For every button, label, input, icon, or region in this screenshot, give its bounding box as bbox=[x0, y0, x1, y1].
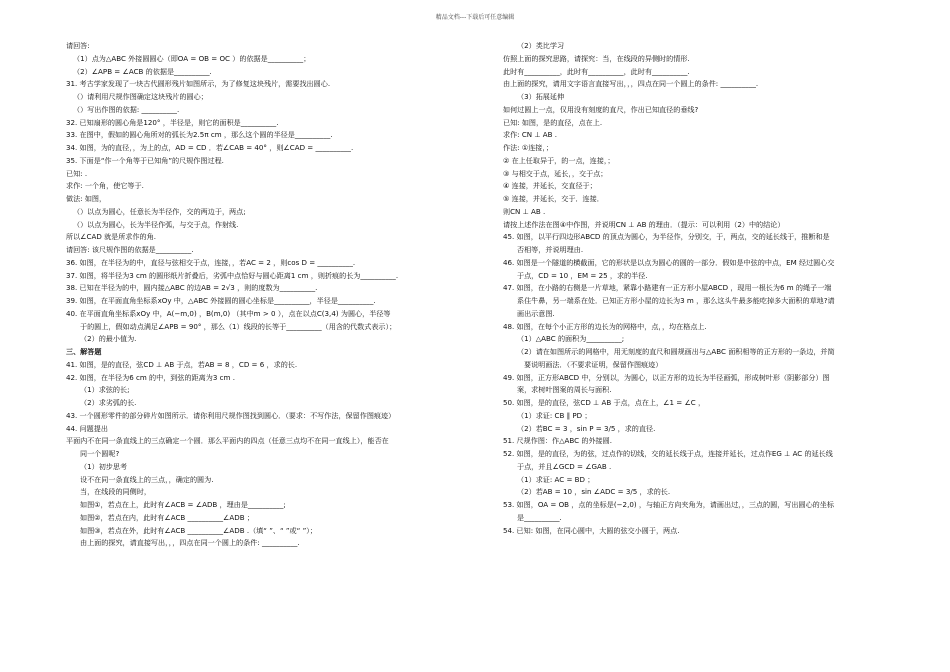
right-line: ③ 与相交于点，延长，，交于点； bbox=[503, 168, 608, 178]
left-line: （）写出作图的依据: __________. bbox=[73, 104, 180, 114]
left-line: 求作: 一个角，使它等于. bbox=[66, 181, 144, 191]
page-header: 精品文档---下载后可任意编辑 bbox=[435, 14, 515, 21]
right-line: 于点，CD = 10 ，EM = 25 ，求的半径. bbox=[517, 270, 648, 280]
left-line: 已知: . bbox=[66, 168, 88, 178]
right-line: 50. 如图，是的直径，弦CD ⊥ AB 于点，点在上，∠1 = ∠C ， bbox=[503, 398, 706, 407]
right-line: 47. 如图，在小路的右侧是一片草地，紧靠小路建有一正方形小屋ABCD ，现用一根长为6 m 的绳子一端 bbox=[503, 283, 832, 293]
right-line: （3）拓展延伸 bbox=[517, 92, 565, 101]
right-line: 仿照上面的探究思路，请探究：当，在线段的异侧时的情形. bbox=[503, 53, 690, 63]
left-line: （1）点为△ABC 外接圆圆心（即OA = OB = OC ）的依据是__________； bbox=[73, 53, 311, 63]
left-line: 34. 如图，为的直径，，为上的点，AD = CD ．若∠CAB = 40° ，则∠CAD = __________. bbox=[66, 143, 354, 152]
left-line: 做法: 如图， bbox=[66, 194, 107, 203]
right-line: 是__________. bbox=[517, 512, 562, 522]
right-line: 此时有__________，此时有__________，此时有__________. bbox=[503, 66, 690, 76]
left-column bbox=[66, 40, 484, 550]
left-line: 31. 考古学家发现了一块古代圆形残片如图所示，为了修复这块残片，需要找出圆心. bbox=[66, 79, 331, 89]
left-line: 如图③，若点在外，此时有∠ACB __________∠ADB .（填“ ”、“ ”或“ ”）； bbox=[80, 525, 317, 535]
right-line: （1）求证: CB ∥ PD ； bbox=[517, 410, 592, 420]
right-line: 49. 如图，正方形ABCD 中，分别以，为圆心，以正方形的边长为半径画弧，形成树叶形（阴影部分）图 bbox=[503, 372, 830, 382]
right-line: 由上面的探究，请用文字语言直接写出，，，四点在同一个圆上的条件: __________. bbox=[503, 79, 759, 89]
right-line: 52. 如图，是的直径，为的弦，过点作的切线，交的延长线于点，连接并延长，过点作EG ⊥ AC 的延长线 bbox=[503, 449, 833, 458]
right-line: 作法: ①连接，； bbox=[503, 143, 554, 152]
right-line: 求作: CN ⊥ AB . bbox=[503, 130, 558, 140]
left-line: （）以点为圆心，任意长为半径作，交的两边于，两点; bbox=[73, 206, 246, 216]
left-line: 请回答: 该尺规作图的依据是__________. bbox=[66, 245, 194, 254]
left-line: 三、解答题 bbox=[66, 347, 102, 356]
right-line: ② 在上任取异于，的一点，连接，； bbox=[503, 155, 615, 165]
right-line: （1）求证: AC = BD ； bbox=[517, 474, 595, 484]
right-line: 46. 如图是一个隧道的横截面，它的形状是以点为圆心的圆的一部分．假如是中弦的中点，EM 经过圆心交 bbox=[503, 257, 835, 267]
right-line: 要说明画法．（不要求证明，保留作图痕迹） bbox=[524, 359, 663, 369]
left-line: 35. 下面是“作一个角等于已知角”的尺规作图过程. bbox=[66, 155, 224, 165]
left-line: （1）初步思考 bbox=[80, 461, 128, 471]
right-line: ④ 连接，并延长，交直径于； bbox=[503, 181, 597, 191]
left-line: 平面内不在同一条直线上的三点确定一个圆．那么平面内的四点（任意三点均不在同一直线上），能否在 bbox=[66, 436, 389, 446]
left-line: （2）的最小值为. bbox=[80, 334, 137, 344]
left-line: 请回答: bbox=[66, 41, 90, 50]
right-line: 45. 如图，以平行四边形ABCD 的顶点为圆心，为半径作，分别交，于，两点，交的延长线于，推断和是 bbox=[503, 232, 830, 242]
left-line: 36. 如图，在半径为的中，直径与弦相交于点，连接，，若AC = 2 ，则cos D = __________. bbox=[66, 257, 356, 267]
left-line: 37. 如图，将半径为3 cm 的圆形纸片折叠后，劣弧中点恰好与圆心距离1 cm ，则折痕的长为__________. bbox=[66, 270, 399, 280]
left-line: 44. 问题提出 bbox=[66, 423, 108, 433]
right-line: （2）请在如图所示的网格中，用无刻度的直尺和圆规画出与△ABC 面积相等的正方形的一条边，并简 bbox=[517, 347, 835, 356]
left-line: 同一个圆呢? bbox=[80, 449, 120, 458]
left-line: 39. 如图，在平面直角坐标系xOy 中，△ABC 外接圆的圆心坐标是__________，半径是__________. bbox=[66, 296, 376, 305]
left-line: 33. 在图中，假如的圆心角所对的弧长为2.5π cm ，那么这个圆的半径是__________. bbox=[66, 130, 333, 140]
right-line: 请按上述作法在图④中作图，并说明CN ⊥ AB 的理由．（提示：可以利用（2）中的结论） bbox=[503, 219, 785, 229]
left-line: 如图②，若点在内，此时有∠ACB __________∠ADB ； bbox=[80, 512, 254, 522]
left-line: 设不在同一条直线上的三点，，确定的圆为. bbox=[80, 474, 214, 484]
left-line: 如图①，若点在上，此时有∠ACB = ∠ADB ，理由是__________; bbox=[80, 500, 286, 509]
left-line: 32. 已知扇形的圆心角是120° ，半径是，则它的面积是__________. bbox=[66, 117, 279, 127]
left-line: 于的圆上，假如动点满足∠APB = 90° ，那么（1）线段的长等于__________（用含的代数式表示）； bbox=[80, 321, 397, 331]
right-column bbox=[503, 40, 883, 537]
right-line: （1）△ABC 的面积为__________; bbox=[517, 334, 625, 344]
left-line: 所以∠CAD 就是所求作的角. bbox=[66, 232, 156, 242]
right-line: 已知: 如图，是的直径，点在上. bbox=[503, 117, 603, 127]
left-line: 由上面的探究，请直接写出，，，四点在同一个圆上的条件: __________. bbox=[80, 538, 300, 548]
left-line: （1）求弦的长; bbox=[80, 385, 130, 395]
right-line: （2）类比学习 bbox=[517, 41, 565, 50]
right-line: （2）若BC = 3 ，sin P = 3/5 ，求的直径. bbox=[517, 423, 656, 433]
right-line: ⑤ 连接，并延长，交于．连接． bbox=[503, 194, 604, 203]
left-line: （2）∠APB = ∠ACB 的依据是__________. bbox=[73, 66, 212, 76]
left-line: （）以点为圆心，长为半径作弧，与交于点，作射线. bbox=[73, 219, 239, 229]
right-line: 48. 如图，在每个小正方形的边长为的网格中，点，，均在格点上. bbox=[503, 321, 707, 331]
left-line: 当，在线段的同侧时， bbox=[80, 487, 151, 497]
right-line: （2）若AB = 10 ，sin ∠ADC = 3/5 ，求的长. bbox=[517, 487, 671, 497]
right-line: 54. 已知: 如图，在同心圆中，大圆的弦交小圆于，两点. bbox=[503, 525, 680, 535]
right-line: 如何过圆上一点，仅用没有刻度的直尺，作出已知直径的垂线? bbox=[503, 104, 699, 114]
right-line: 51. 尺规作图：作△ABC 的外接圆. bbox=[503, 436, 612, 446]
right-line: 53. 如图，OA = OB ，点的坐标是(−2,0) ，与轴正方向夹角为，请画出过，，三点的圆，写出圆心的坐标 bbox=[503, 500, 834, 509]
left-line: 38. 已知在半径为的中，圆内接△ABC 的边AB = 2√3 ，则的度数为__________. bbox=[66, 283, 318, 293]
right-line: 否相等，并说明理由. bbox=[517, 245, 584, 254]
left-line: （2）求劣弧的长. bbox=[80, 398, 137, 407]
left-line: （）请利用尺规作图确定这块残片的圆心； bbox=[73, 92, 208, 101]
left-line: 42. 如图，在半径为6 cm 的中，到弦的距离为3 cm . bbox=[66, 372, 235, 382]
right-line: 则CN ⊥ AB . bbox=[503, 206, 546, 216]
left-line: 41. 如图，是的直径，弦CD ⊥ AB 于点，若AB = 8 ，CD = 6 ，求的长. bbox=[66, 359, 298, 369]
left-line: 40. 在平面直角坐标系xOy 中，A(−m,0) ，B(m,0) （其中m > 0 ），点在以点C(3,4) 为圆心，半径等 bbox=[66, 308, 391, 318]
right-line: 于点，并且∠GCD = ∠GAB . bbox=[517, 461, 612, 471]
right-line: 画出示意图. bbox=[517, 308, 555, 318]
left-line: 43. 一个圆形零件的部分碎片如图所示．请你利用尺规作图找到圆心．（要求：不写作法，保留作图痕迹） bbox=[66, 410, 396, 420]
right-line: 案，求树叶图案的周长与面积. bbox=[517, 385, 612, 395]
right-line: 系住牛鼻，另一端系在处．已知正方形小屋的边长为3 m ，那么这头牛最多能吃掉多大面积的草地?请 bbox=[517, 296, 835, 305]
